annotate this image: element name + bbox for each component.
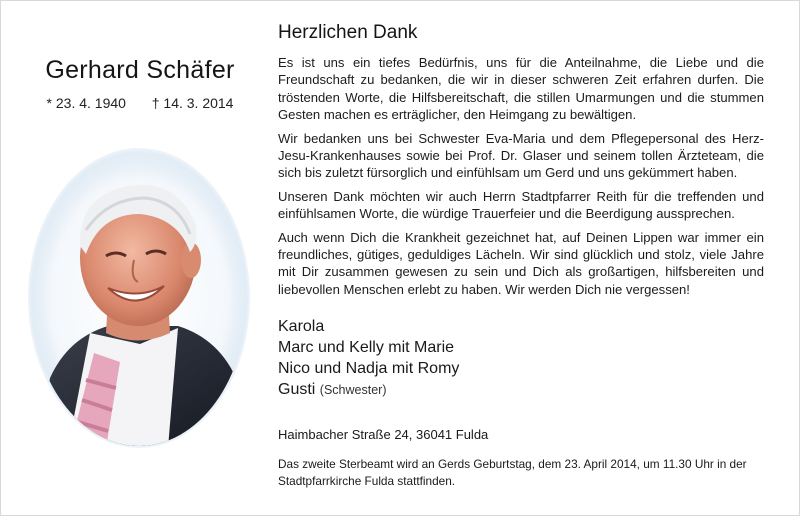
birth-symbol: * [46, 95, 52, 111]
left-column [0, 0, 268, 516]
signer-name: Gusti [278, 381, 316, 399]
signer-name: Karola [278, 318, 325, 336]
signer-name: Nico und Nadja mit Romy [278, 360, 460, 378]
signer [278, 358, 764, 379]
right-column [278, 22, 764, 490]
life-dates [0, 95, 280, 111]
signers-list [278, 316, 764, 401]
signer-note: (Schwester) [319, 383, 387, 398]
signer [278, 379, 764, 401]
portrait-photo [28, 148, 250, 448]
thanks-paragraph: Auch wenn Dich die Krankheit gezeichnet hat, auf Deinen Lippen war immer ein freundliches, gütiges, geduldiges Lächeln. Wir sind glücklich und stolz, viele Jahre mit Dir zusammen gewesen zu sein und Dich als großartigen, hilfsbereiten und liebevollen Menschen erlebt zu haben. Wir werden Dich nie vergessen! [278, 229, 764, 297]
thanks-paragraph: Wir bedanken uns bei Schwester Eva-Maria und dem Pflegepersonal des Herz-Jesu-Krankenhauses sowie bei Prof. Dr. Glaser und seinem tollen Ärzteteam, die sich bis zuletzt fürsorglich und einfühlsam um Gerd und uns gekümmert haben. [278, 130, 764, 181]
signer [278, 337, 764, 358]
deceased-name: Gerhard Schäfer [45, 56, 235, 84]
thanks-paragraph: Es ist uns ein tiefes Bedürfnis, uns für die Anteilnahme, die Liebe und die Freundschaft zu bedanken, die wir in dieser schweren Zeit erfahren durfen. Die tröstenden Worte, die Hilfsbereitschaft, die stillen Umarmungen und die stummen Gesten machen es erträglicher, den Heimgang zu bewältigen. [278, 55, 764, 123]
family-address: Haimbacher Straße 24, 36041 Fulda [278, 427, 489, 443]
death-date: 14. 3. 2014 [163, 95, 234, 111]
signer [278, 316, 764, 337]
thanks-paragraph: Unseren Dank möchten wir auch Herrn Stadtpfarrer Reith für die treffenden und einfühlsamen Worte, die würdige Trauerfeier und die Beerdigung aussprechen. [278, 188, 764, 222]
thanks-heading: Herzlichen Dank [278, 22, 418, 43]
memorial-notice: Das zweite Sterbeamt wird an Gerds Geburtstag, dem 23. April 2014, um 11.30 Uhr in der Stadtpfarrkirche Fulda stattfinden. [278, 457, 747, 489]
birth-date: 23. 4. 1940 [55, 95, 126, 111]
signer-name: Marc und Kelly mit Marie [278, 339, 455, 357]
death-symbol: † [151, 95, 160, 111]
